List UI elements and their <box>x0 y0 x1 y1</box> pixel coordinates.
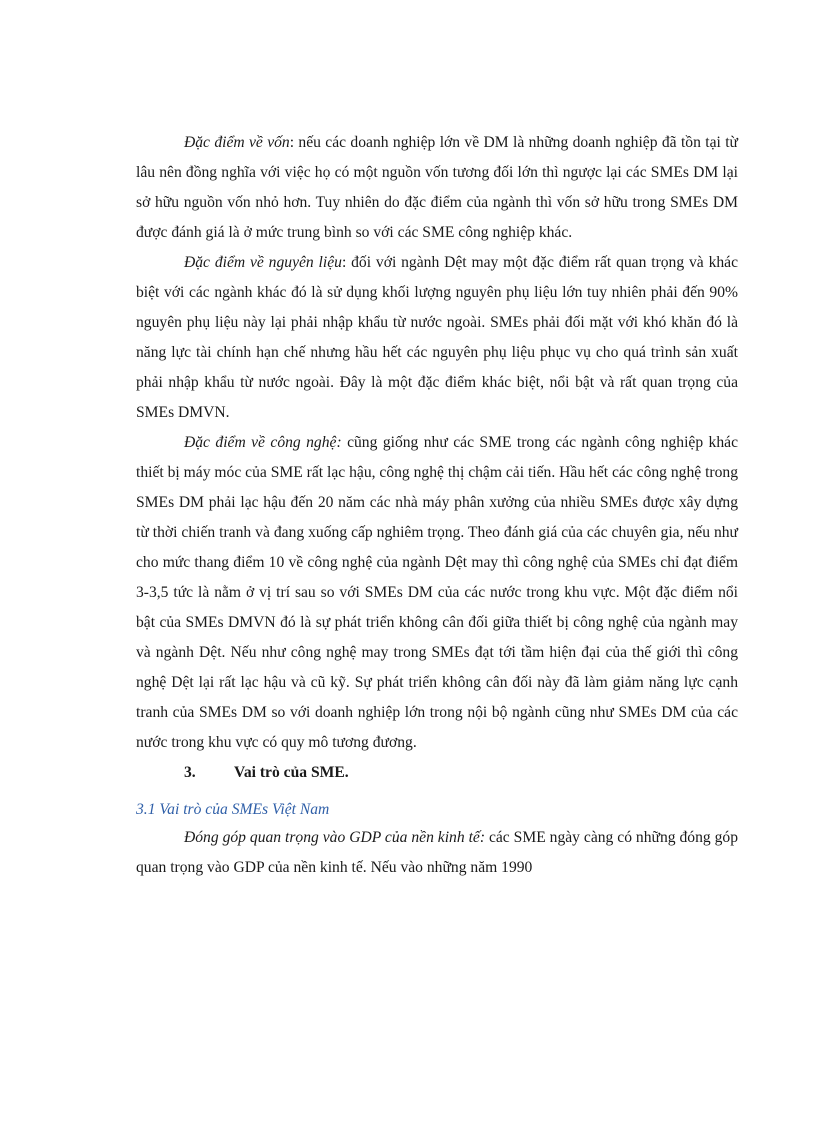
section-heading <box>136 758 738 788</box>
paragraph-technology <box>136 428 738 758</box>
paragraph-lead: Đặc điểm về công nghệ: <box>184 434 342 451</box>
paragraph-materials <box>136 248 738 428</box>
paragraph-gdp <box>136 823 738 883</box>
paragraph-lead: Đóng góp quan trọng vào GDP của nền kinh tế: <box>184 829 486 846</box>
document-page <box>136 128 738 883</box>
subsection-heading: 3.1 Vai trò của SMEs Việt Nam <box>136 801 330 818</box>
paragraph-capital <box>136 128 738 248</box>
paragraph-lead: Đặc điểm về vốn <box>184 134 290 151</box>
paragraph-body: các SME ngày càng có những đóng góp quan trọng vào GDP của nền kinh tế. Nếu vào những năm 1990 <box>136 829 739 876</box>
paragraph-body: : đối với ngành Dệt may một đặc điểm rất quan trọng và khác biệt với các ngành khác đó là sử dụng khối lượng nguyên phụ liệu lớn tuy nhiên phải đến 90% nguyên phụ liệu này lại phải nhập khẩu từ nước ngoài. SMEs phải đối mặt với khó khăn đó là năng lực tài chính hạn chế nhưng hầu hết các nguyên phụ liệu phục vụ cho quá trình sản xuất phải nhập khẩu từ nước ngoài. Đây là một đặc điểm khác biệt, nổi bật và rất quan trọng của SMEs DMVN. <box>136 254 738 421</box>
section-title: Vai trò của SME. <box>234 764 349 781</box>
paragraph-lead: Đặc điểm về nguyên liệu <box>184 254 342 271</box>
paragraph-body: : nếu các doanh nghiệp lớn về DM là những doanh nghiệp đã tồn tại từ lâu nên đồng nghĩa với việc họ có một nguồn vốn tương đối lớn thì ngược lại các SMEs DM lại sở hữu nguồn vốn nhỏ hơn. Tuy nhiên do đặc điểm của ngành thì vốn sở hữu trong SMEs DM được đánh giá là ở mức trung bình so với các SME công nghiệp khác. <box>136 134 738 241</box>
paragraph-body: cũng giống như các SME trong các ngành công nghiệp khác thiết bị máy móc của SME rất lạc hậu, công nghệ thị chậm cải tiến. Hầu hết các công nghệ trong SMEs DM phải lạc hậu đến 20 năm các nhà máy phân xưởng của nhiều SMEs được xây dựng từ thời chiến tranh và đang xuống cấp nghiêm trọng. Theo đánh giá của các chuyên gia, nếu như cho mức thang điểm 10 về công nghệ của ngành Dệt may thì công nghệ của SMEs chỉ đạt điểm 3-3,5 tức là nằm ở vị trí sau so với SMEs DM của các nước trong khu vực. Một đặc điểm nổi bật của SMEs DMVN đó là sự phát triển không cân đối giữa thiết bị công nghệ của ngành may và ngành Dệt. Nếu như công nghệ may trong SMEs đạt tới tầm hiện đại của thế giới thì công nghệ Dệt lại rất lạc hậu và cũ kỹ. Sự phát triển không cân đối này đã làm giảm năng lực cạnh tranh của SMEs DM so với doanh nghiệp lớn trong nội bộ ngành cũng như SMEs DM của các nước trong khu vực có quy mô tương đương. <box>136 434 738 751</box>
section-number: 3. <box>184 764 196 781</box>
